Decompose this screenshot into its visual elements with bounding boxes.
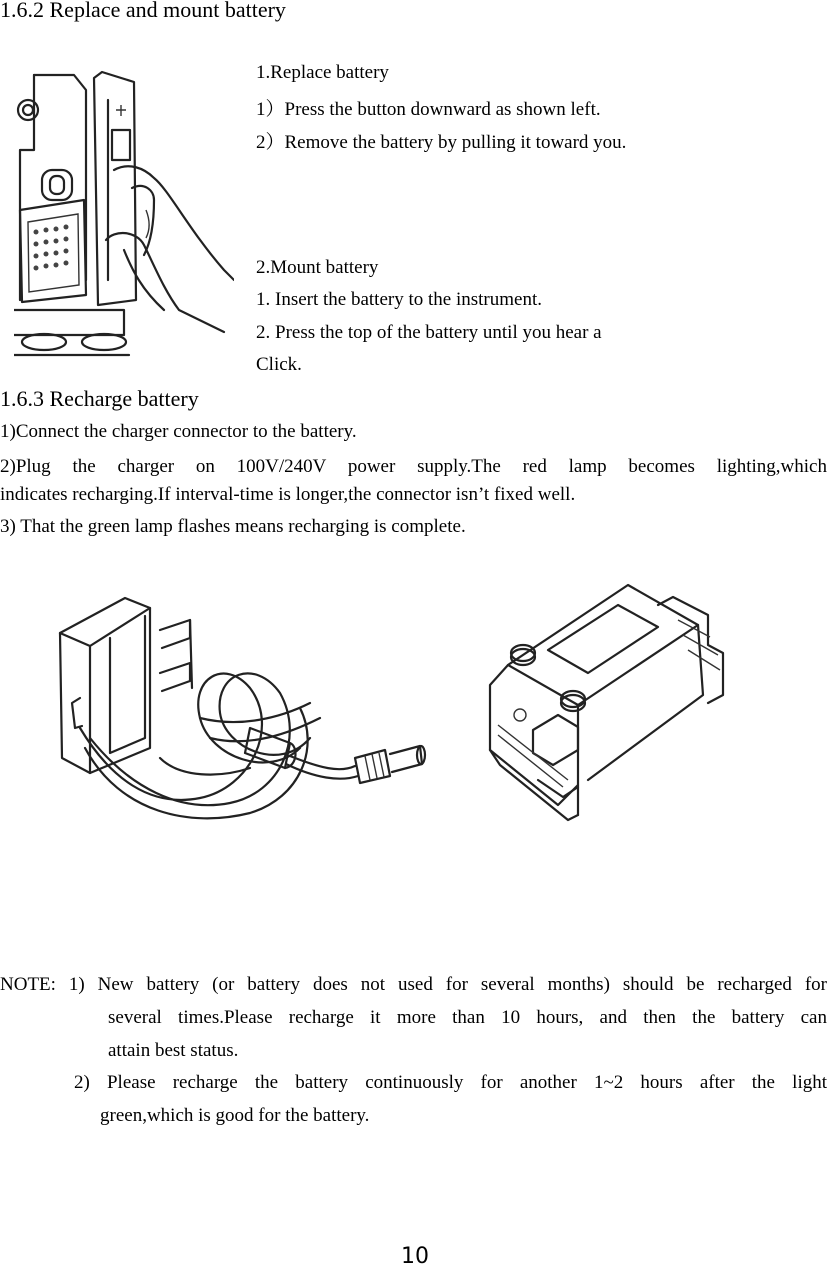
note-1-line-3: attain best status. (108, 1040, 239, 1061)
section-heading-recharge: 1.6.3 Recharge battery (0, 386, 199, 411)
battery-pack-illustration (478, 575, 738, 835)
section-heading-replace-mount: 1.6.2 Replace and mount battery (0, 0, 286, 22)
instrument-battery-illustration (14, 70, 234, 360)
recharge-step-1: 1)Connect the charger connector to the battery. (0, 421, 357, 442)
note-2-line-2: green,which is good for the battery. (100, 1105, 370, 1126)
note-1-line-1: NOTE: 1) New battery (or battery does not used for several months) should be recharged for (0, 974, 827, 995)
page-number: 10 (401, 1244, 429, 1269)
replace-step-2: 2）Remove the battery by pulling it toward you. (256, 132, 627, 153)
recharge-step-2-line-1: 2)Plug the charger on 100V/240V power supply.The red lamp becomes lighting,which (0, 456, 827, 477)
mount-step-1: 1. Insert the battery to the instrument. (256, 289, 542, 310)
recharge-step-3: 3) That the green lamp flashes means recharging is complete. (0, 516, 466, 537)
mount-step-2-line-2: Click. (256, 354, 302, 375)
replace-step-1: 1）Press the button downward as shown left. (256, 99, 601, 120)
replace-battery-title: 1.Replace battery (256, 62, 389, 83)
note-2-line-1: 2) Please recharge the battery continuously for another 1~2 hours after the light (74, 1072, 827, 1093)
charger-illustration (50, 578, 440, 838)
note-1-line-2: several times.Please recharge it more than 10 hours, and then the battery can (108, 1007, 827, 1028)
mount-step-2-line-1: 2. Press the top of the battery until you hear a (256, 322, 602, 343)
recharge-step-2-line-2: indicates recharging.If interval-time is longer,the connector isn’t fixed well. (0, 484, 576, 505)
mount-battery-title: 2.Mount battery (256, 257, 379, 278)
